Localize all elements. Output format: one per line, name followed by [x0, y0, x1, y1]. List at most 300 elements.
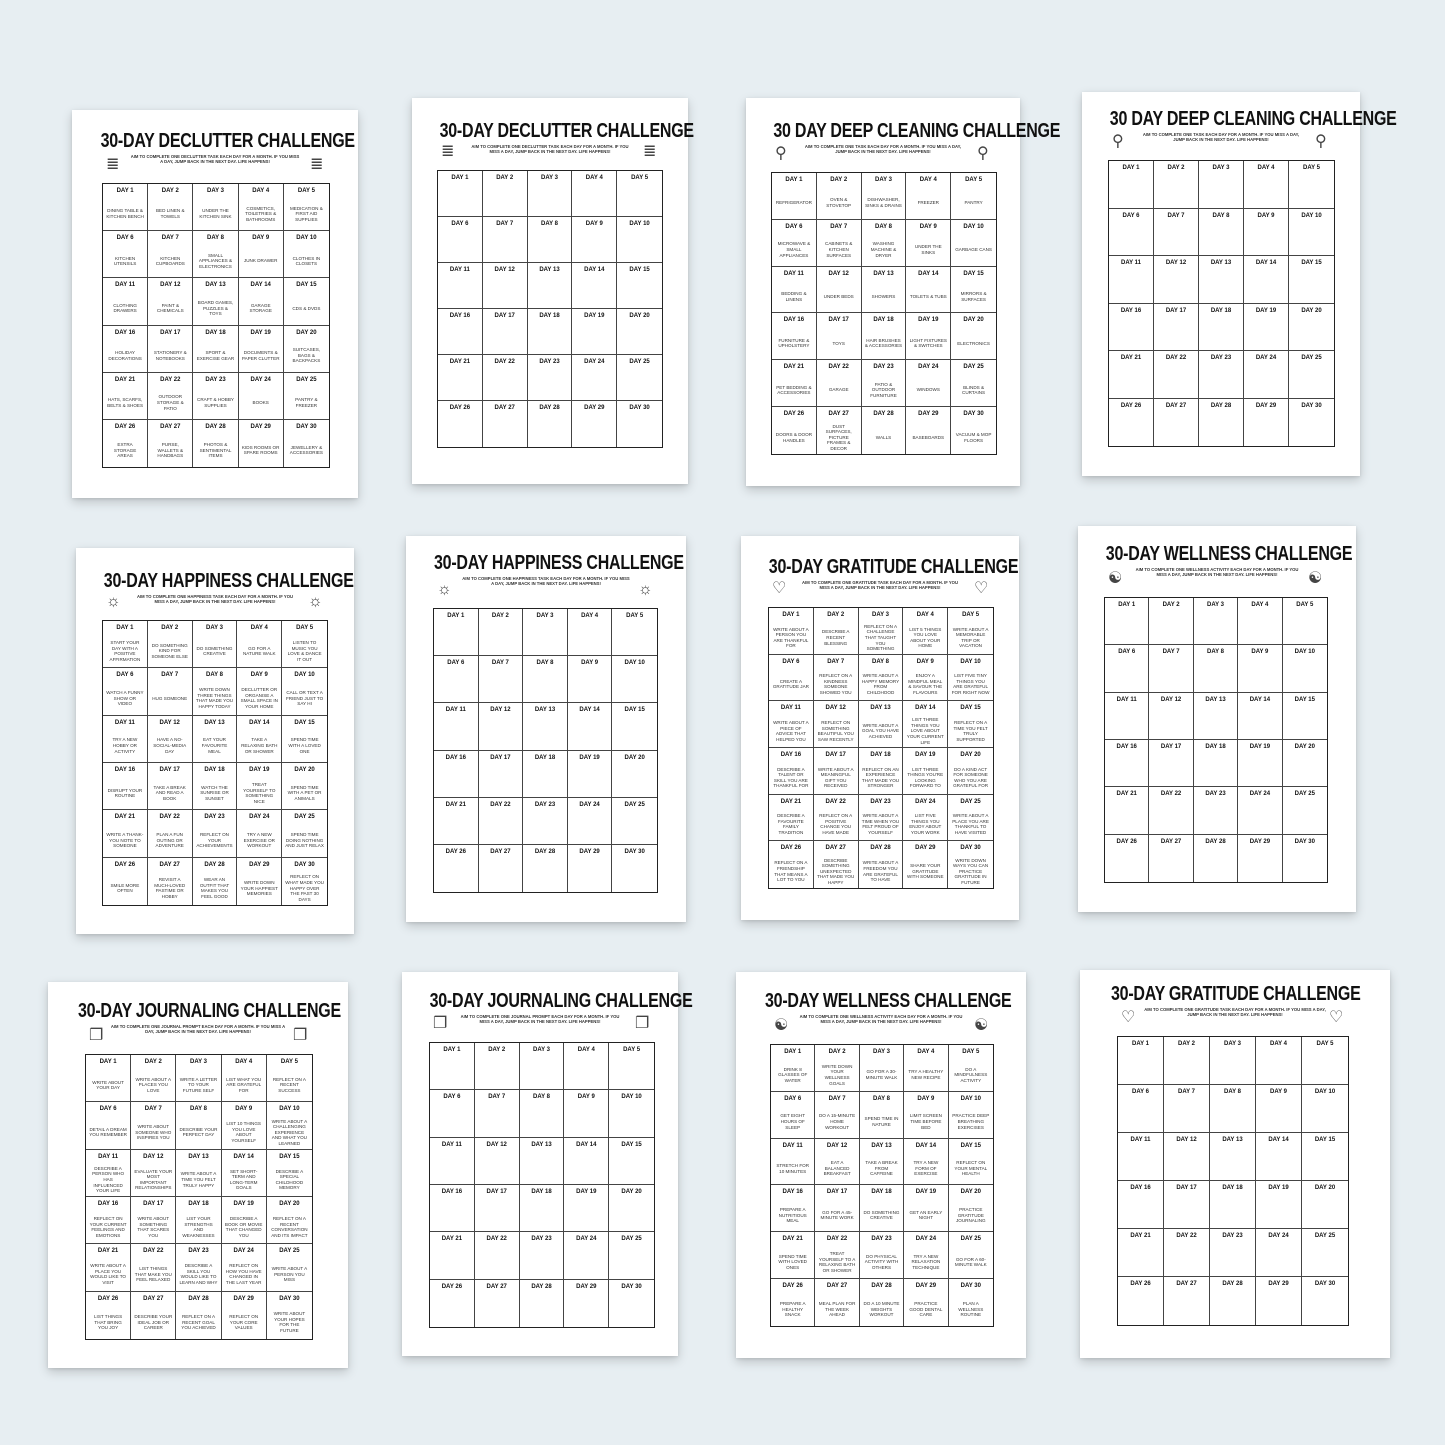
day-cell	[520, 1232, 565, 1279]
day-label: DAY 18	[204, 766, 225, 773]
day-label: DAY 5	[280, 1059, 298, 1065]
day-label: DAY 8	[1206, 649, 1224, 656]
day-label: DAY 14	[576, 1141, 597, 1148]
day-label: DAY 21	[445, 801, 466, 808]
day-label: DAY 26	[114, 861, 136, 868]
day-cell	[815, 1045, 859, 1092]
day-label: DAY 12	[825, 705, 846, 712]
smiling-sun-icon: ☼	[437, 581, 452, 598]
day-cell	[1210, 1133, 1256, 1181]
day-cell	[814, 841, 859, 888]
day-cell	[771, 1092, 815, 1139]
day-label: DAY 11	[783, 270, 804, 277]
day-task: BLINDS & CURTAINS	[962, 384, 986, 396]
day-task: SPEND TIME WITH LOVED ONES	[778, 1253, 807, 1271]
day-label: DAY 23	[870, 798, 891, 805]
day-label: DAY 11	[114, 719, 135, 726]
day-label: DAY 4	[577, 1047, 595, 1053]
day-task: WALLS	[875, 434, 892, 440]
day-cell	[282, 858, 327, 905]
day-task: TAKE A BREAK AND READ A BOOK	[153, 784, 186, 801]
day-label: DAY 4	[235, 1059, 253, 1065]
day-label: DAY 16	[97, 1200, 119, 1207]
day-cell	[817, 173, 862, 220]
day-label: DAY 14	[918, 270, 939, 277]
day-cell	[131, 1150, 176, 1197]
day-cell	[193, 326, 238, 373]
day-cell	[1283, 740, 1327, 787]
day-label: DAY 28	[534, 848, 556, 855]
day-task: PRACTICE DEEP BREATHING EXERCISES	[952, 1113, 990, 1130]
day-label: DAY 4	[585, 175, 603, 181]
day-task: SPEND TIME DOING NOTHING AND JUST RELAX	[285, 832, 324, 849]
day-cell	[1238, 598, 1282, 645]
day-cell	[1194, 645, 1238, 692]
day-cell	[528, 263, 573, 309]
challenge-page-7	[741, 536, 1019, 920]
day-label: DAY 26	[1130, 1281, 1151, 1287]
day-label: DAY 12	[828, 270, 849, 277]
day-cell	[609, 1232, 654, 1279]
day-cell	[1149, 787, 1193, 834]
day-label: DAY 15	[279, 1153, 300, 1160]
day-label: DAY 23	[205, 376, 226, 383]
day-cell	[103, 716, 148, 763]
day-label: DAY 29	[233, 1295, 254, 1302]
challenge-title: 30-DAY HAPPINESS CHALLENGE	[434, 552, 684, 574]
day-label: DAY 30	[963, 411, 984, 418]
day-task: DO A 15-MINUTE HOME WORKOUT	[818, 1113, 856, 1130]
day-cell	[815, 1092, 859, 1139]
day-cell	[1244, 161, 1289, 209]
day-task: LIST 5 THINGS YOU LOVE ABOUT YOUR HOME	[909, 626, 942, 649]
day-cell	[1199, 304, 1244, 352]
day-cell	[568, 845, 613, 892]
day-cell	[1109, 256, 1154, 304]
day-task: MEAL PLAN FOR THE WEEK AHEAD	[818, 1301, 856, 1318]
day-task: LIST THINGS THAT BRING YOU JOY	[94, 1313, 123, 1331]
day-label: DAY 27	[826, 1283, 848, 1290]
day-cell	[948, 748, 993, 795]
day-task: LIST WHAT YOU ARE GRATEFUL FOR	[226, 1076, 262, 1093]
day-label: DAY 19	[579, 754, 600, 761]
day-label: DAY 3	[206, 188, 224, 194]
day-cell	[817, 313, 862, 360]
day-task: DESCRIBE A TALENT OR SKILL YOU ARE THANKFUL FOR	[773, 766, 809, 789]
day-cell	[859, 795, 904, 842]
day-cell	[951, 313, 996, 360]
day-task: UNDER THE SINKS	[914, 244, 942, 255]
day-label: DAY 19	[918, 317, 939, 324]
day-label: DAY 8	[871, 658, 889, 665]
day-cell	[568, 751, 613, 798]
day-cell	[1199, 161, 1244, 209]
day-label: DAY 8	[1223, 1089, 1241, 1095]
day-cell	[769, 655, 814, 702]
day-cell	[1194, 787, 1238, 834]
open-book-icon: ❐	[293, 1027, 308, 1044]
day-cell	[1154, 256, 1199, 304]
day-cell	[528, 309, 573, 355]
day-task: MEDICATION & FIRST AID SUPPLIES	[289, 205, 323, 222]
day-cell	[267, 1197, 312, 1244]
day-cell	[239, 420, 284, 467]
day-task: DESCRIBE A BOOK OR MOVIE THAT CHANGED YOU	[224, 1215, 263, 1238]
day-label: DAY 30	[296, 423, 317, 430]
day-label: DAY 25	[1301, 355, 1322, 361]
day-task: PRACTICE GOOD DENTAL CARE	[909, 1301, 943, 1318]
day-label: DAY 27	[494, 405, 515, 411]
day-label: DAY 5	[1302, 165, 1320, 171]
day-cell	[483, 355, 528, 401]
day-cell	[1238, 693, 1282, 740]
day-cell	[612, 845, 657, 892]
day-label: DAY 5	[965, 177, 983, 183]
day-cell	[1164, 1133, 1210, 1181]
day-cell	[222, 1150, 267, 1197]
day-task: TRY A NEW FORM OF EXERCISE	[913, 1160, 939, 1177]
day-cell	[769, 608, 814, 655]
day-task: SPEND TIME WITH A PET OR ANIMALS	[287, 784, 322, 801]
day-cell	[434, 656, 479, 703]
day-label: DAY 9	[581, 660, 599, 667]
day-label: DAY 23	[534, 801, 556, 808]
day-label: DAY 8	[532, 1094, 550, 1101]
day-label: DAY 9	[1269, 1089, 1287, 1095]
day-label: DAY 23	[539, 359, 560, 365]
day-task: WRITE ABOUT A CHALLENGING EXPERIENCE AND WHAT YOU LEARNED	[271, 1118, 308, 1146]
day-task: WRITE ABOUT A PIECE OF ADVICE THAT HELPED YOU	[773, 719, 809, 742]
heart-hands-icon: ♡	[1121, 1009, 1136, 1026]
day-cell	[193, 420, 238, 467]
day-label: DAY 15	[960, 705, 981, 712]
day-label: DAY 8	[536, 660, 554, 667]
day-cell	[769, 795, 814, 842]
day-label: DAY 26	[783, 411, 805, 418]
day-cell	[904, 1279, 948, 1326]
day-label: DAY 5	[631, 175, 649, 181]
day-label: DAY 12	[486, 1141, 507, 1148]
day-cell	[103, 278, 148, 325]
day-cell	[1210, 1181, 1256, 1229]
day-label: DAY 3	[540, 175, 558, 181]
day-cell	[1109, 161, 1154, 209]
day-label: DAY 25	[624, 801, 645, 808]
day-task: GARAGE	[828, 387, 849, 393]
day-label: DAY 11	[782, 1142, 803, 1149]
day-task: DOORS & DOOR HANDLES	[775, 431, 813, 443]
day-cell	[1210, 1037, 1256, 1085]
day-label: DAY 15	[963, 270, 984, 277]
meditation-figure-icon: ☯	[1308, 570, 1323, 587]
day-cell	[282, 668, 327, 715]
day-cell	[1199, 209, 1244, 257]
day-cell	[284, 278, 329, 325]
day-cell	[103, 668, 148, 715]
day-task: WRITE ABOUT A TIME WHEN YOU FELT PROUD OF YOURSELF	[861, 813, 900, 836]
day-cell	[862, 220, 907, 267]
day-task: GO FOR A NATURE WALK	[242, 645, 276, 657]
challenge-page-1	[72, 110, 358, 498]
day-cell	[475, 1185, 520, 1232]
day-task: WRITE ABOUT A GOAL YOU HAVE ACHIEVED	[861, 722, 900, 739]
day-cell	[903, 795, 948, 842]
day-label: DAY 19	[249, 766, 270, 773]
day-cell	[479, 798, 524, 845]
day-label: DAY 4	[1269, 1041, 1287, 1047]
day-task: KITCHEN UTENSILS	[113, 255, 137, 267]
day-label: DAY 7	[161, 672, 179, 679]
day-cell	[282, 621, 327, 668]
day-cell	[193, 668, 238, 715]
day-label: DAY 26	[97, 1295, 119, 1302]
day-task: DO SOMETHING KIND FOR SOMEONE ELSE	[151, 642, 188, 659]
day-cell	[862, 173, 907, 220]
day-label: DAY 18	[870, 752, 891, 758]
day-label: DAY 30	[629, 405, 650, 411]
day-label: DAY 11	[445, 707, 466, 714]
day-cell	[1105, 645, 1149, 692]
day-label: DAY 7	[827, 658, 845, 665]
day-cell	[1289, 399, 1334, 447]
day-cell	[948, 795, 993, 842]
day-label: DAY 11	[1120, 260, 1142, 266]
day-cell	[1244, 399, 1289, 447]
day-cell	[772, 313, 817, 360]
day-cell	[475, 1232, 520, 1279]
day-label: DAY 25	[621, 1236, 642, 1243]
challenge-calendar-grid	[433, 608, 658, 893]
day-label: DAY 7	[830, 223, 848, 230]
day-label: DAY 28	[1222, 1281, 1243, 1287]
challenge-calendar-grid	[771, 172, 997, 455]
day-cell	[267, 1292, 312, 1339]
day-cell	[237, 668, 282, 715]
day-label: DAY 5	[1316, 1041, 1334, 1047]
day-task: WRITE ABOUT YOUR DAY	[92, 1079, 124, 1091]
day-cell	[193, 716, 238, 763]
day-label: DAY 15	[624, 707, 645, 714]
day-label: DAY 26	[1120, 402, 1142, 409]
day-label: DAY 24	[1249, 791, 1271, 798]
day-cell	[814, 608, 859, 655]
day-cell	[1302, 1277, 1348, 1325]
day-label: DAY 20	[629, 313, 650, 319]
day-label: DAY 10	[960, 658, 981, 665]
day-task: WRITE ABOUT A PLACE YOU WOULD LIKE TO VISIT	[90, 1263, 126, 1286]
day-task: GO FOR A 45-MINUTE WORK	[820, 1209, 854, 1221]
day-cell	[523, 751, 568, 798]
day-label: DAY 1	[784, 1049, 802, 1055]
challenge-calendar-grid	[1108, 160, 1335, 447]
day-label: DAY 24	[576, 1236, 597, 1243]
day-label: DAY 21	[780, 798, 802, 805]
day-cell	[479, 609, 524, 656]
day-cell	[430, 1043, 475, 1090]
day-cell	[103, 184, 148, 231]
day-cell	[612, 703, 657, 750]
day-cell	[148, 184, 193, 231]
day-task: DESCRIBE A PERSON WHO HAS INFLUENCED YOUR LIFE	[92, 1165, 125, 1194]
day-task: LIST 10 THINGS YOU LOVE ABOUT YOURSELF	[226, 1121, 261, 1144]
challenge-page-2	[412, 98, 694, 484]
day-task: TRY A NEW EXERCISE OR WORKOUT	[243, 832, 275, 849]
day-cell	[612, 656, 657, 703]
day-label: DAY 29	[1255, 402, 1277, 409]
day-cell	[951, 173, 996, 220]
day-label: DAY 12	[1165, 260, 1187, 266]
day-task: OUTDOOR STORAGE & PATIO	[156, 394, 184, 411]
day-cell	[771, 1045, 815, 1092]
day-cell	[906, 360, 951, 407]
day-cell	[1118, 1085, 1164, 1133]
day-task: DO SOMETHING CREATIVE	[863, 1209, 900, 1221]
day-label: DAY 7	[1177, 1089, 1195, 1095]
day-task: CALL OR TEXT A FRIEND JUST TO SAY HI	[285, 690, 324, 707]
challenge-title: 30-DAY DECLUTTER CHALLENGE	[439, 120, 694, 142]
day-cell	[103, 621, 148, 668]
day-label: DAY 1	[785, 177, 803, 183]
day-cell	[1283, 787, 1327, 834]
day-task: PANTRY	[964, 200, 983, 206]
day-cell	[1164, 1037, 1210, 1085]
day-label: DAY 28	[870, 845, 891, 852]
day-task: TREAT YOURSELF TO A RELAXING BATH OR SHOWER	[818, 1251, 856, 1273]
day-task: WRITE ABOUT A PERSON YOU MISS	[271, 1266, 308, 1283]
day-label: DAY 27	[486, 1283, 507, 1290]
day-cell	[948, 701, 993, 748]
day-cell	[1244, 209, 1289, 257]
day-task: HAVE A NO-SOCIAL-MEDIA DAY	[153, 737, 187, 754]
day-cell	[148, 278, 193, 325]
day-cell	[862, 313, 907, 360]
day-task: GO FOR A 60-MINUTE WALK	[954, 1256, 987, 1268]
day-cell	[438, 355, 483, 401]
day-label: DAY 8	[205, 672, 223, 679]
day-label: DAY 9	[250, 672, 268, 679]
day-label: DAY 22	[159, 814, 180, 821]
day-cell	[906, 220, 951, 267]
day-label: DAY 11	[780, 705, 801, 712]
challenge-calendar-grid	[768, 607, 994, 889]
challenge-page-3	[746, 98, 1061, 486]
challenge-subtitle: AIM TO COMPLETE ONE TASK EACH DAY FOR A MONTH. IF YOU MISS A DAY, JUMP BACK IN THE NEXT DAY. LIFE HAPPENS!	[1142, 132, 1300, 143]
challenge-page-11	[736, 972, 1026, 1358]
day-task: WRITE DOWN THREE THINGS THAT MADE YOU HAPPY TODAY	[195, 687, 234, 710]
day-task: WATCH THE SUNRISE OR SUNSET	[200, 784, 229, 801]
day-cell	[1149, 598, 1193, 645]
day-task: DESCRIBE YOUR PERFECT DAY	[179, 1126, 218, 1138]
day-task: MIRRORS & SURFACES	[960, 290, 987, 302]
day-cell	[148, 621, 193, 668]
day-label: DAY 29	[1249, 838, 1271, 845]
day-label: DAY 27	[1176, 1281, 1197, 1287]
day-label: DAY 19	[1249, 743, 1271, 750]
day-cell	[176, 1197, 221, 1244]
day-cell	[948, 655, 993, 702]
day-task: WRITE ABOUT A TIME YOU FELT TRULY HAPPY	[180, 1171, 217, 1188]
day-cell	[1199, 399, 1244, 447]
day-cell	[434, 703, 479, 750]
day-task: FURNITURE & UPHOLSTERY	[778, 337, 810, 349]
day-cell	[948, 841, 993, 888]
day-cell	[282, 810, 327, 857]
day-label: DAY 1	[1118, 602, 1136, 608]
day-cell	[176, 1292, 221, 1339]
day-label: DAY 14	[915, 705, 936, 712]
day-label: DAY 11	[1116, 696, 1137, 703]
day-label: DAY 28	[205, 423, 226, 430]
heart-hands-icon: ♡	[974, 580, 989, 597]
day-label: DAY 20	[296, 329, 317, 336]
day-cell	[617, 263, 662, 309]
day-cell	[237, 763, 282, 810]
day-cell	[862, 407, 907, 454]
day-label: DAY 7	[488, 1094, 506, 1101]
day-cell	[1302, 1085, 1348, 1133]
day-task: CRAFT & HOBBY SUPPLIES	[197, 397, 234, 408]
day-label: DAY 25	[629, 359, 650, 365]
day-label: DAY 24	[250, 376, 271, 383]
day-label: DAY 22	[494, 359, 515, 365]
day-cell	[267, 1055, 312, 1102]
day-cell	[479, 845, 524, 892]
day-cell	[1283, 693, 1327, 740]
day-cell	[131, 1292, 176, 1339]
day-cell	[904, 1092, 948, 1139]
day-cell	[771, 1232, 815, 1279]
day-label: DAY 22	[1176, 1233, 1197, 1239]
day-cell	[814, 655, 859, 702]
day-label: DAY 14	[249, 719, 270, 726]
day-task: GO FOR A 30-MINUTE WALK	[865, 1069, 898, 1080]
day-task: ENJOY A MINDFUL MEAL & SAVOUR THE FLAVOURS	[908, 673, 943, 696]
day-task: DECLUTTER OR ORGANISE A SMALL SPACE IN YOUR HOME	[240, 687, 278, 710]
day-cell	[193, 858, 238, 905]
day-label: DAY 7	[144, 1106, 162, 1113]
day-label: DAY 6	[99, 1106, 117, 1113]
day-task: DO A KIND ACT FOR SOMEONE WHO YOU ARE GRATEFUL FOR	[953, 766, 989, 789]
day-cell	[1283, 835, 1327, 882]
day-cell	[237, 716, 282, 763]
day-label: DAY 21	[783, 364, 805, 371]
day-label: DAY 3	[205, 625, 223, 631]
challenge-title: 30-DAY GRATITUDE CHALLENGE	[1111, 983, 1361, 1005]
day-label: DAY 18	[873, 317, 894, 324]
day-label: DAY 26	[782, 1283, 803, 1290]
day-cell	[564, 1232, 609, 1279]
challenge-subtitle: AIM TO COMPLETE ONE WELLNESS ACTIVITY EACH DAY FOR A MONTH. IF YOU MISS A DAY, JUMP BACK IN THE NEXT DAY. LIFE HAPPENS!	[1135, 567, 1299, 578]
day-label: DAY 11	[1130, 1137, 1151, 1143]
day-cell	[520, 1280, 565, 1327]
day-label: DAY 10	[1294, 649, 1315, 656]
day-cell	[769, 701, 814, 748]
day-label: DAY 12	[490, 707, 511, 714]
day-cell	[609, 1138, 654, 1185]
day-label: DAY 24	[1255, 355, 1277, 361]
challenge-subtitle: AIM TO COMPLETE ONE WELLNESS ACTIVITY EACH DAY FOR A MONTH. IF YOU MISS A DAY, JUMP BACK IN THE NEXT DAY. LIFE HAPPENS!	[799, 1014, 963, 1025]
day-task: LIST YOUR STRENGTHS AND WEAKNESSES	[182, 1215, 215, 1238]
day-cell	[131, 1197, 176, 1244]
day-cell	[769, 841, 814, 888]
day-cell	[815, 1279, 859, 1326]
day-task: SPEND TIME WITH A LOVED ONE	[288, 737, 321, 754]
day-label: DAY 13	[204, 719, 225, 726]
challenge-subtitle: AIM TO COMPLETE ONE HAPPINESS TASK EACH DAY FOR A MONTH. IF YOU MISS A DAY, JUMP BACK IN THE NEXT DAY. LIFE HAPPENS!	[136, 594, 294, 605]
day-cell	[1194, 598, 1238, 645]
day-cell	[772, 173, 817, 220]
day-cell	[904, 1045, 948, 1092]
